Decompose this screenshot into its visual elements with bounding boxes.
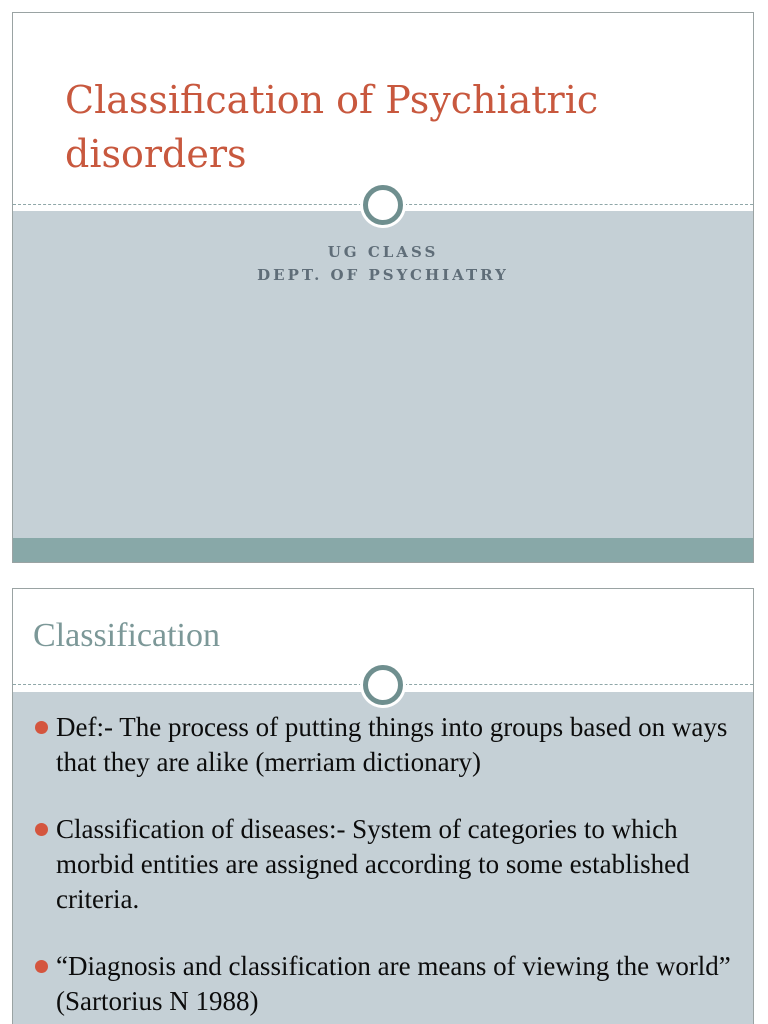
slide-1-title: Classification of Psychiatric disorders	[65, 78, 599, 176]
slide-classification	[12, 588, 754, 1024]
list-item	[33, 949, 739, 1019]
bullet-text: Def:- The process of putting things into groups based on ways that they are alike (merriam dictionary)	[56, 712, 728, 777]
circle-ornament-icon	[363, 185, 403, 225]
bullet-list	[33, 710, 739, 1024]
bullet-text: Classification of diseases:- System of categories to which morbid entities are assigned according to some established criteria.	[56, 814, 690, 914]
subtitle-line-dept: DEPT. OF PSYCHIATRY	[257, 266, 509, 284]
bullet-dot-icon	[35, 960, 48, 973]
slide-title	[12, 12, 754, 563]
circle-ornament-icon	[363, 665, 403, 705]
list-item	[33, 812, 739, 917]
slide-subtitle	[13, 241, 753, 287]
subtitle-line-class: UG CLASS	[327, 243, 439, 261]
slide-2-title: Classification	[33, 617, 220, 654]
footer-band	[13, 538, 753, 563]
list-item	[33, 710, 739, 780]
bullet-dot-icon	[35, 823, 48, 836]
slide-content-area	[13, 211, 753, 538]
bullet-text: “Diagnosis and classification are means of viewing the world” (Sartorius N 1988)	[56, 951, 731, 1016]
slide-title-area	[13, 13, 753, 205]
bullet-dot-icon	[35, 721, 48, 734]
